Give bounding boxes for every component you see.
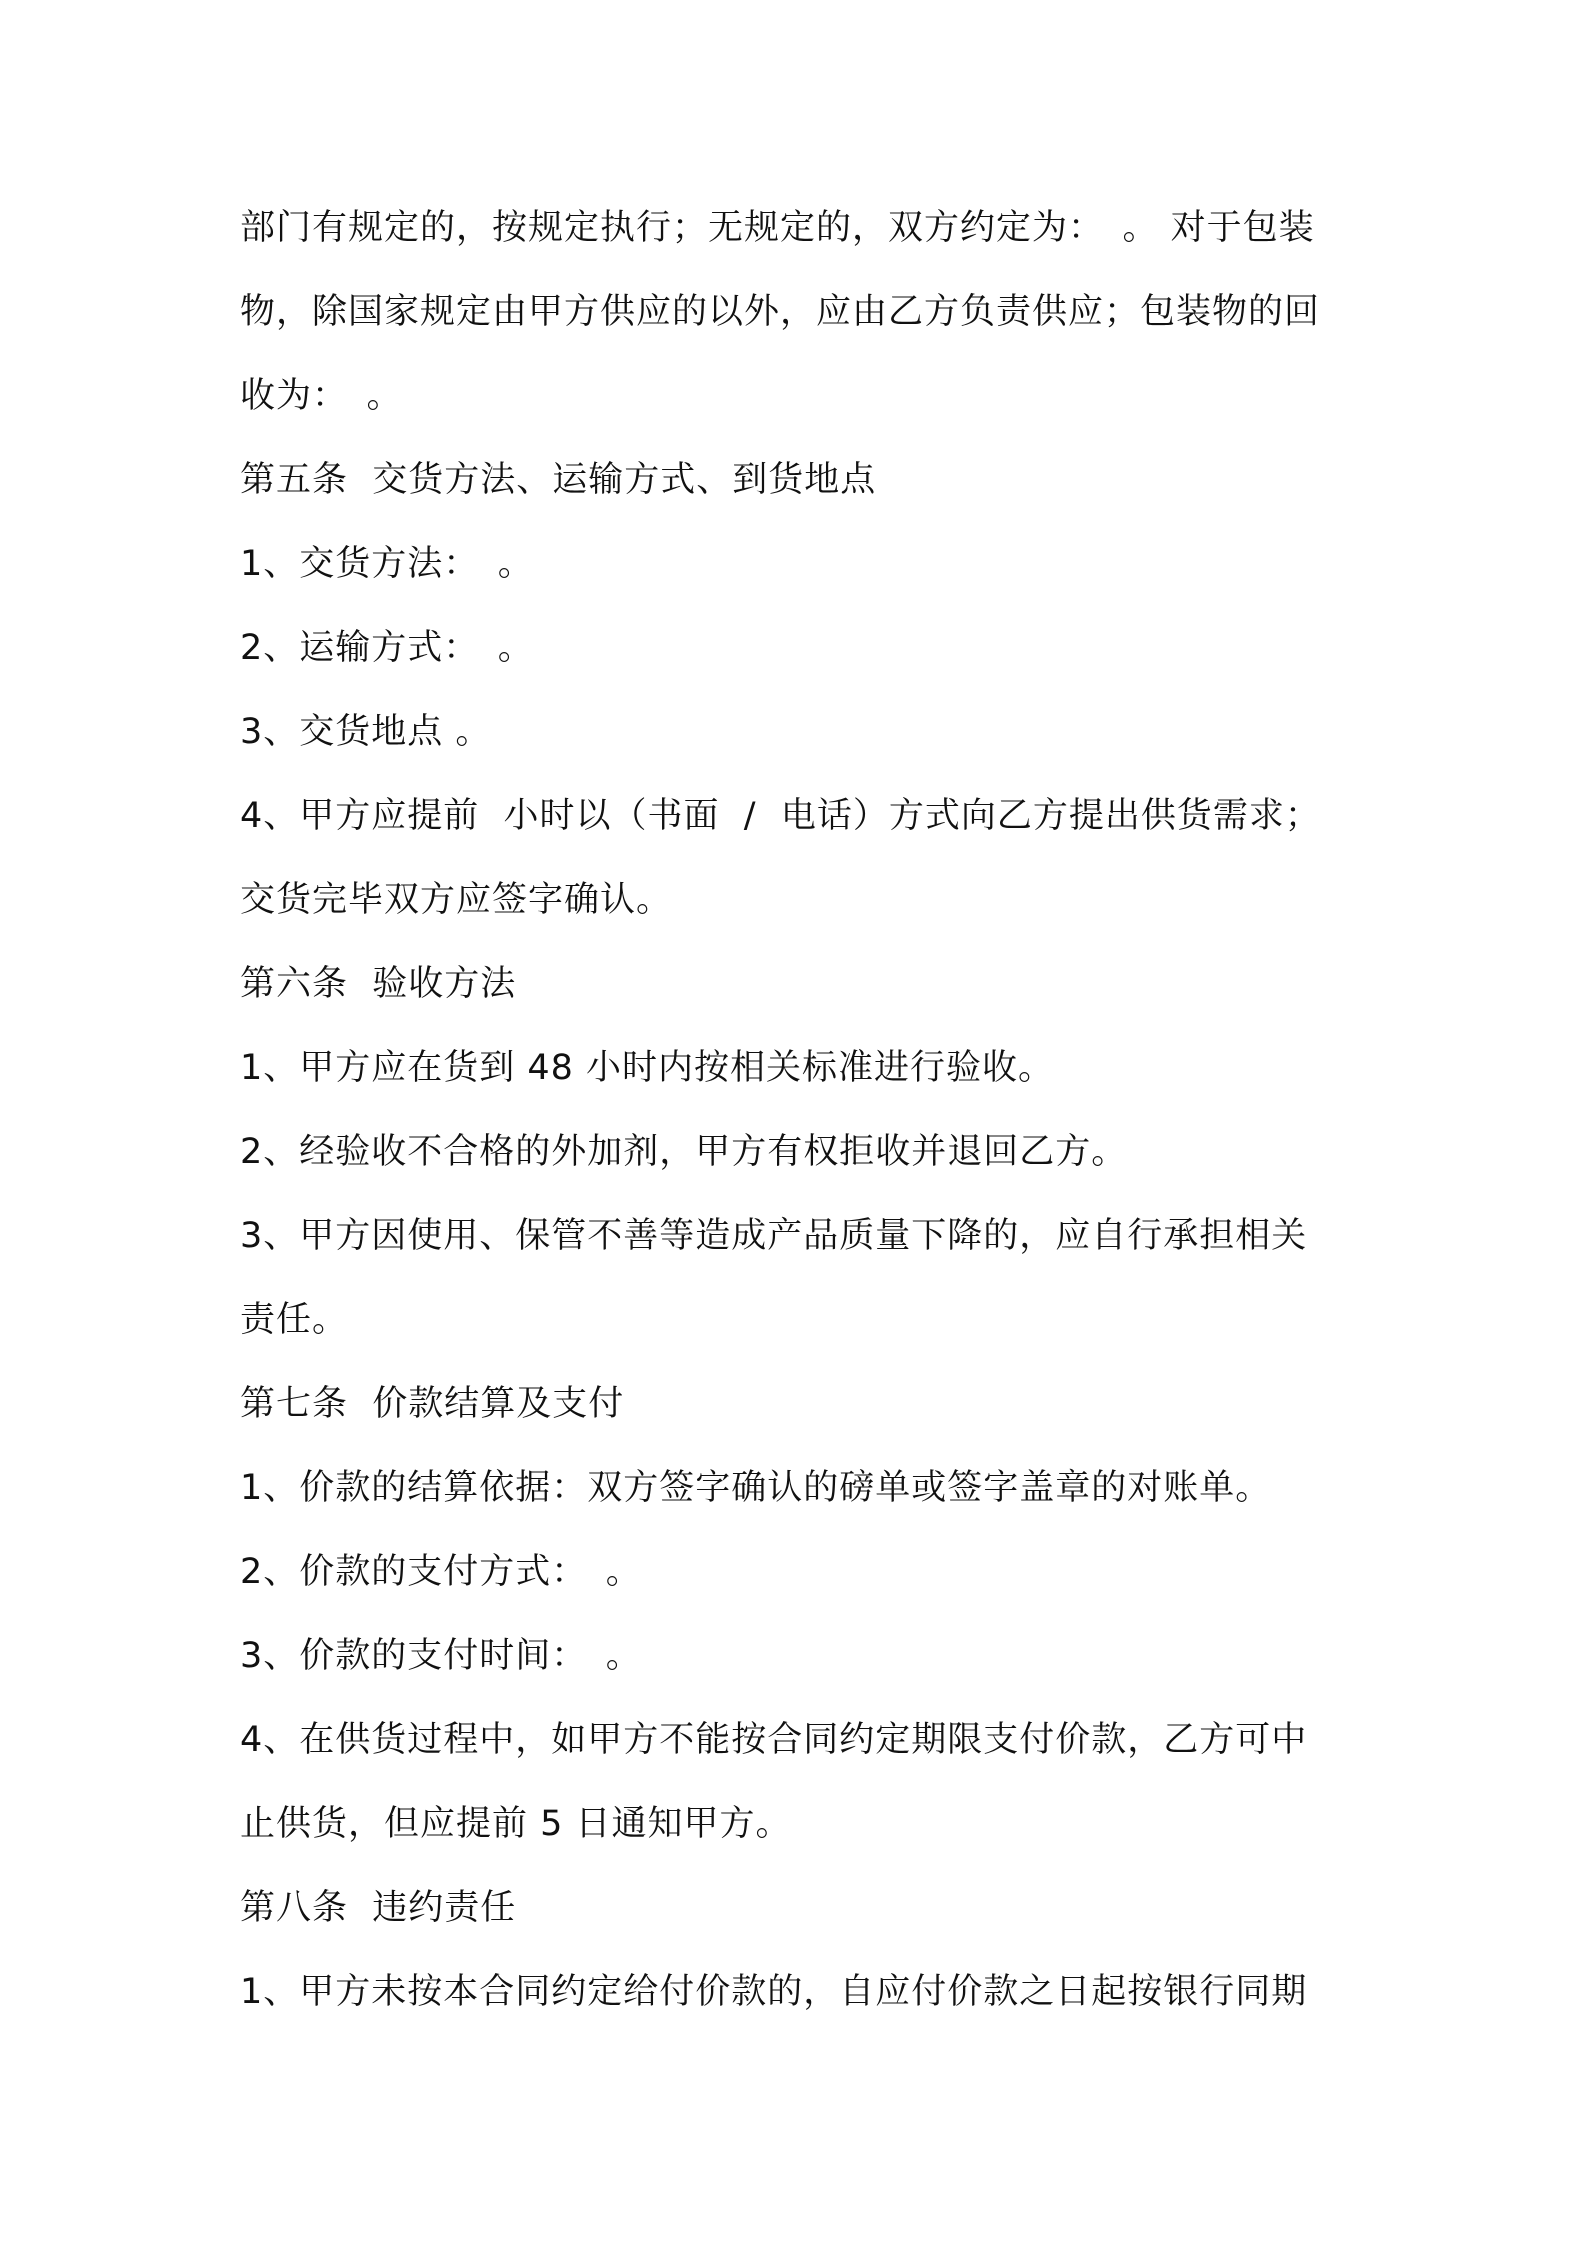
- list-item: 2、经验收不合格的外加剂，甲方有权拒收并退回乙方。: [240, 1132, 1128, 1172]
- list-item: 3、价款的支付时间： 。: [240, 1636, 642, 1676]
- section-heading: 第六条 验收方法: [240, 964, 517, 1004]
- section-heading: 第七条 价款结算及支付: [240, 1384, 625, 1424]
- list-item: 4、甲方应提前 小时以（书面 / 电话）方式向乙方提出供货需求；: [240, 796, 1321, 836]
- text-line: 部门有规定的，按规定执行；无规定的，双方约定为： 。 对于包装: [240, 208, 1315, 248]
- text-line: 交货完毕双方应签字确认。: [240, 880, 673, 920]
- list-item: 3、甲方因使用、保管不善等造成产品质量下降的，应自行承担相关: [240, 1216, 1308, 1256]
- list-item: 4、在供货过程中，如甲方不能按合同约定期限支付价款，乙方可中: [240, 1720, 1308, 1760]
- text-line: 止供货，但应提前 5 日通知甲方。: [240, 1804, 792, 1844]
- list-item: 1、价款的结算依据：双方签字确认的磅单或签字盖章的对账单。: [240, 1468, 1272, 1508]
- text-line: 收为： 。: [240, 376, 403, 416]
- list-item: 2、运输方式： 。: [240, 628, 534, 668]
- text-line: 责任。: [240, 1300, 349, 1340]
- section-heading: 第八条 违约责任: [240, 1888, 517, 1928]
- list-item: 1、甲方未按本合同约定给付价款的，自应付价款之日起按银行同期: [240, 1972, 1308, 2012]
- section-heading: 第五条 交货方法、运输方式、到货地点: [240, 460, 877, 500]
- list-item: 1、交货方法： 。: [240, 544, 534, 584]
- list-item: 3、交货地点 。: [240, 712, 492, 752]
- list-item: 2、价款的支付方式： 。: [240, 1552, 642, 1592]
- text-line: 物，除国家规定由甲方供应的以外，应由乙方负责供应；包装物的回: [240, 292, 1321, 332]
- list-item: 1、甲方应在货到 48 小时内按相关标准进行验收。: [240, 1048, 1055, 1088]
